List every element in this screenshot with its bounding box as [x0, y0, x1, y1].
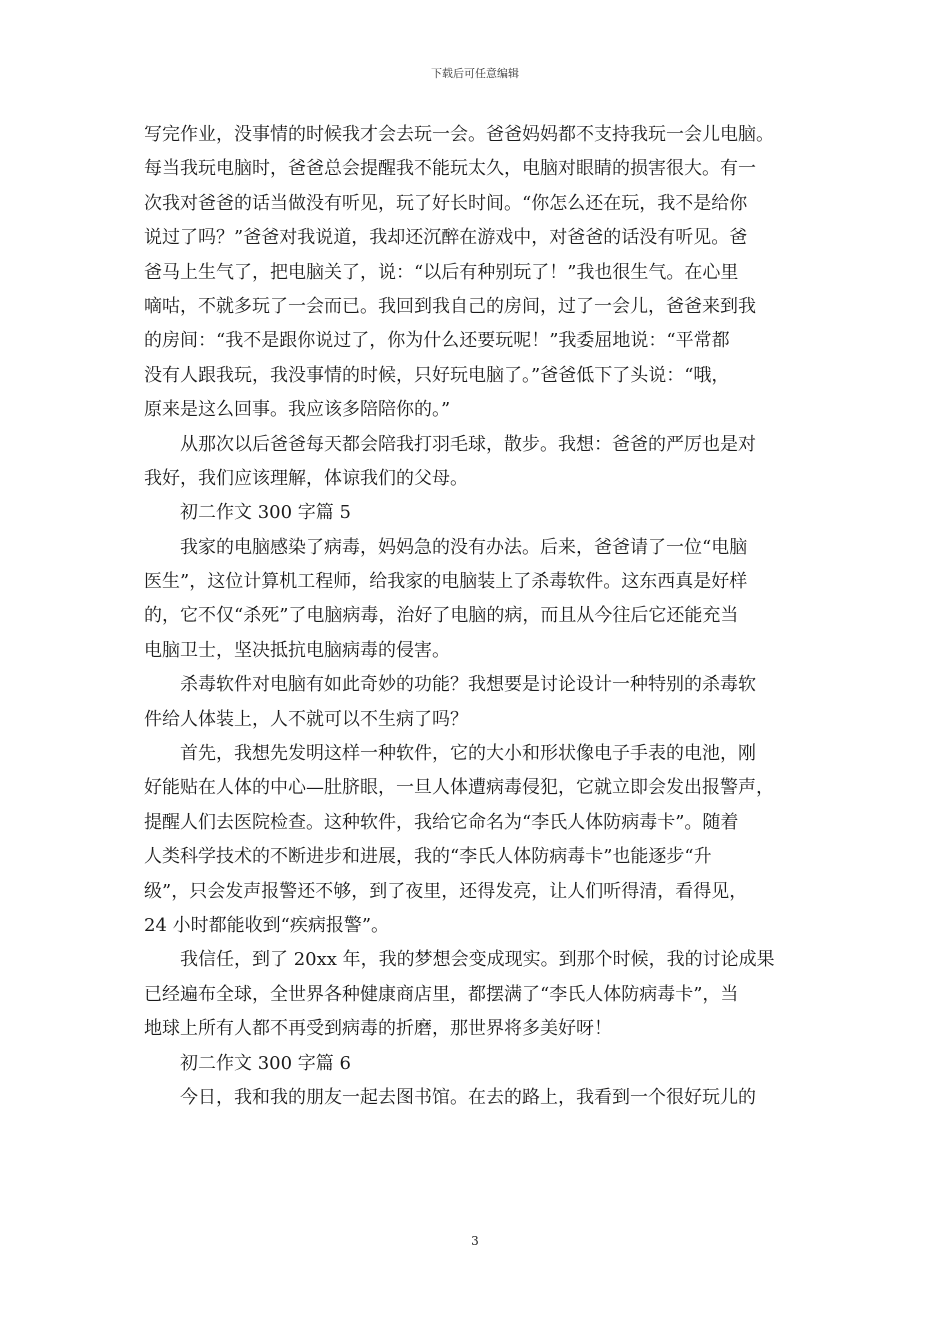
text-line: 我家的电脑感染了病毒，妈妈急的没有办法。后来，爸爸请了一位“电脑: [180, 536, 748, 558]
text-line: 件给人体装上，人不就可以不生病了吗？: [144, 708, 468, 730]
text-line: 初二作文 300 字篇 6: [180, 1052, 351, 1074]
text-line: 我信任，到了 20xx 年，我的梦想会变成现实。到那个时候，我的讨论成果: [180, 949, 775, 971]
page-number: 3: [471, 1234, 479, 1248]
text-line: 的，它不仅“杀死”了电脑病毒，治好了电脑的病，而且从今往后它还能充当: [144, 605, 739, 627]
page-header: 下载后可任意编辑: [431, 67, 519, 80]
body-text: [144, 118, 810, 1115]
text-line: 好能贴在人体的中心—肚脐眼，一旦人体遭病毒侵犯，它就立即会发出报警声，: [144, 777, 774, 799]
text-line: 我好，我们应该理解，体谅我们的父母。: [144, 467, 468, 489]
text-line: 从那次以后爸爸每天都会陪我打羽毛球，散步。我想：爸爸的严厉也是对: [180, 433, 756, 455]
text-line: 医生”，这位计算机工程师，给我家的电脑装上了杀毒软件。这东西真是好样: [144, 571, 748, 593]
text-line: 说过了吗？”爸爸对我说道，我却还沉醉在游戏中，对爸爸的话没有听见。爸: [144, 227, 748, 249]
text-line: 电脑卫士，坚决抵抗电脑病毒的侵害。: [144, 639, 450, 661]
text-line: 首先，我想先发明这样一种软件，它的大小和形状像电子手表的电池，刚: [180, 743, 756, 765]
text-line: 24 小时都能收到“疾病报警”。: [144, 914, 390, 936]
text-line: 地球上所有人都不再受到病毒的折磨，那世界将多美好呀！: [144, 1018, 612, 1040]
text-line: 没有人跟我玩，我没事情的时候，只好玩电脑了。”爸爸低下了头说：“哦，: [144, 364, 730, 386]
text-line: 爸马上生气了，把电脑关了，说：“以后有种别玩了！”我也很生气。在心里: [144, 261, 739, 283]
text-line: 人类科学技术的不断进步和进展，我的“李氏人体防病毒卡”也能逐步“升: [144, 846, 712, 868]
text-line: 初二作文 300 字篇 5: [180, 502, 351, 524]
text-line: 嘀咕，不就多玩了一会而已。我回到我自己的房间，过了一会儿，爸爸来到我: [144, 295, 756, 317]
text-line: 杀毒软件对电脑有如此奇妙的功能？我想要是讨论设计一种特别的杀毒软: [180, 674, 756, 696]
text-line: 写完作业，没事情的时候我才会去玩一会。爸爸妈妈都不支持我玩一会儿电脑。: [144, 124, 774, 145]
text-line: 次我对爸爸的话当做没有听见，玩了好长时间。“你怎么还在玩，我不是给你: [144, 192, 748, 214]
text-line: 已经遍布全球，全世界各种健康商店里，都摆满了“李氏人体防病毒卡”，当: [144, 983, 739, 1005]
text-line: 原来是这么回事。我应该多陪陪你的。”: [144, 399, 451, 421]
text-line: 今日，我和我的朋友一起去图书馆。在去的路上，我看到一个很好玩儿的: [180, 1086, 756, 1108]
text-line: 每当我玩电脑时，爸爸总会提醒我不能玩太久，电脑对眼睛的损害很大。有一: [144, 158, 756, 180]
text-line: 提醒人们去医院检查。这种软件，我给它命名为“李氏人体防病毒卡”。随着: [144, 811, 739, 833]
document-body: [144, 118, 810, 1115]
text-line: 的房间：“我不是跟你说过了，你为什么还要玩呢！”我委屈地说：“平常都: [144, 330, 730, 352]
text-line: 级”，只会发声报警还不够，到了夜里，还得发亮，让人们听得清，看得见，: [144, 880, 748, 902]
